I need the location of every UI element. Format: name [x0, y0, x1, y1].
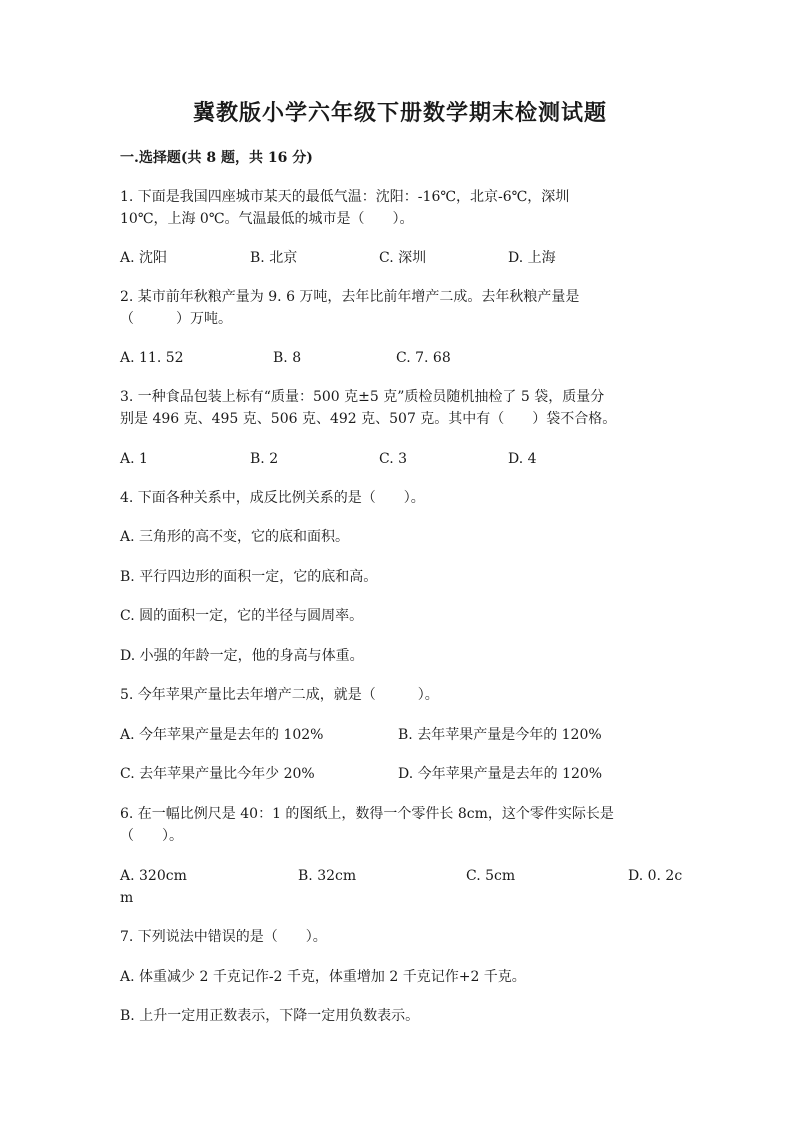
- exam-title: 冀教版小学六年级下册数学期末检测试题: [192, 100, 607, 126]
- question-6-line-1: 6. 在一幅比例尺是 40：1 的图纸上，数得一个零件长 8cm，这个零件实际长是: [120, 806, 614, 822]
- question-3-option-c: C. 3: [379, 451, 408, 467]
- question-5-option-b: B. 去年苹果产量是今年的 120%: [398, 727, 602, 743]
- question-1-option-c: C. 深圳: [379, 250, 427, 266]
- question-2-option-b: B. 8: [273, 350, 302, 366]
- question-5-line-1: 5. 今年苹果产量比去年增产二成，就是（ ）。: [120, 687, 439, 703]
- question-7-line-1: 7. 下列说法中错误的是（ ）。: [120, 929, 327, 945]
- question-1-option-b: B. 北京: [250, 250, 298, 266]
- question-5-option-d: D. 今年苹果产量是去年的 120%: [398, 766, 603, 782]
- question-2-line-2: （ ）万吨。: [120, 311, 232, 327]
- question-7-option-b: B. 上升一定用正数表示，下降一定用负数表示。: [120, 1008, 420, 1024]
- question-5-option-c: C. 去年苹果产量比今年少 20%: [120, 766, 315, 782]
- question-3-option-b: B. 2: [250, 451, 279, 467]
- question-6-option-b: B. 32cm: [298, 868, 357, 884]
- question-1-option-d: D. 上海: [508, 250, 556, 266]
- question-7-option-a: A. 体重减少 2 千克记作-2 千克，体重增加 2 千克记作+2 千克。: [120, 969, 526, 985]
- question-2-line-1: 2. 某市前年秋粮产量为 9. 6 万吨，去年比前年增产二成。去年秋粮产量是: [120, 289, 580, 305]
- question-5-option-a: A. 今年苹果产量是去年的 102%: [120, 727, 324, 743]
- question-6-option-c: C. 5cm: [466, 868, 516, 884]
- question-3-line-2: 别是 496 克、495 克、506 克、492 克、507 克。其中有（ ）袋不合格。: [120, 411, 617, 427]
- question-6-line-2: （ ）。: [120, 828, 183, 844]
- question-2-option-c: C. 7. 68: [396, 350, 451, 366]
- section-heading: 一.选择题(共 8 题，共 16 分): [120, 150, 313, 166]
- question-1-option-a: A. 沈阳: [120, 250, 168, 266]
- question-6-option-d: D. 0. 2c: [628, 868, 683, 884]
- question-4-option-d: D. 小强的年龄一定，他的身高与体重。: [120, 648, 364, 664]
- question-4-line-1: 4. 下面各种关系中，成反比例关系的是（ ）。: [120, 490, 425, 506]
- question-6-option-d-wrap: m: [120, 890, 134, 906]
- question-3-option-d: D. 4: [508, 451, 537, 467]
- question-1-line-2: 10℃，上海 0℃。气温最低的城市是（ ）。: [120, 211, 414, 227]
- question-3-line-1: 3. 一种食品包装上标有“质量：500 克±5 克”质检员随机抽检了 5 袋，质量分: [120, 389, 605, 405]
- question-3-option-a: A. 1: [120, 451, 148, 467]
- question-2-option-a: A. 11. 52: [120, 350, 184, 366]
- question-1-line-1: 1. 下面是我国四座城市某天的最低气温：沈阳：-16℃，北京-6℃，深圳: [120, 189, 570, 205]
- question-4-option-c: C. 圆的面积一定，它的半径与圆周率。: [120, 608, 364, 624]
- question-4-option-a: A. 三角形的高不变，它的底和面积。: [120, 529, 350, 545]
- question-6-option-a: A. 320cm: [120, 868, 187, 884]
- question-4-option-b: B. 平行四边形的面积一定，它的底和高。: [120, 569, 378, 585]
